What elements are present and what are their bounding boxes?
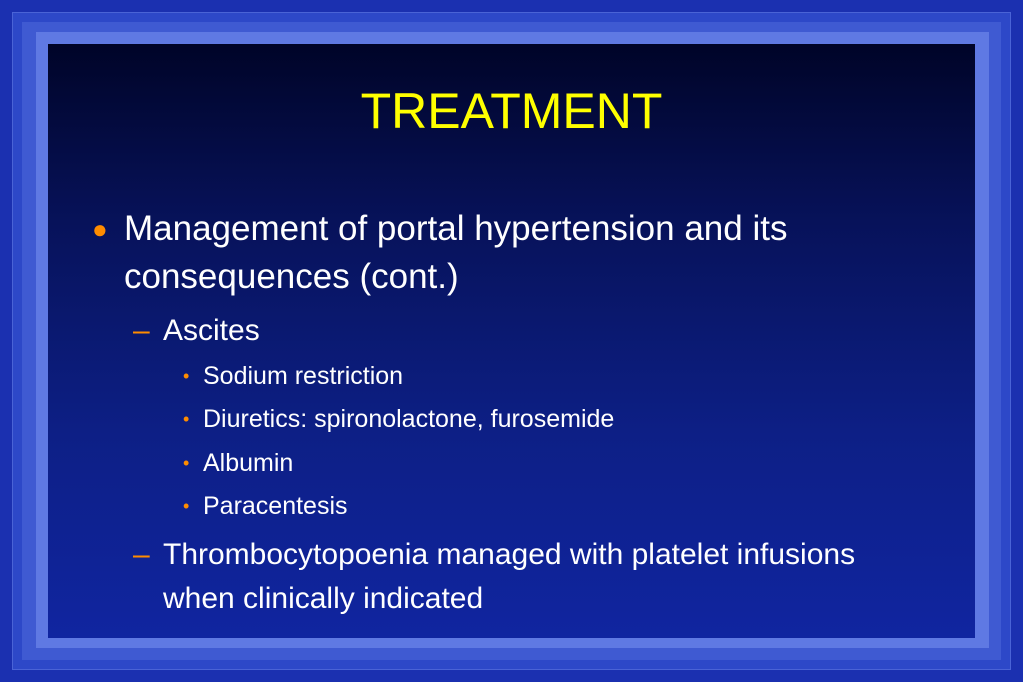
small-bullet-icon: •: [183, 409, 190, 429]
dash-icon: –: [133, 538, 150, 571]
slide-title: TREATMENT: [360, 83, 663, 139]
bullet-management-text: Management of portal hypertension and its consequences (cont.): [124, 209, 788, 296]
subbullet-thrombocytopoenia-text: Thrombocytopoenia managed with platelet infusions when clinically indicated: [163, 538, 856, 615]
small-bullet-icon: •: [183, 366, 190, 386]
small-bullet-icon: •: [183, 453, 190, 473]
subbullet-ascites-text: Ascites: [163, 314, 260, 347]
dash-icon: –: [133, 314, 150, 347]
item-text: Paracentesis: [203, 492, 348, 520]
small-bullet-icon: •: [183, 496, 190, 516]
bullet-dot-icon: ●: [92, 214, 108, 244]
item-text: Sodium restriction: [203, 362, 404, 390]
item-text: Albumin: [203, 449, 294, 477]
item-text: Diuretics: spironolactone, furosemide: [203, 405, 615, 433]
